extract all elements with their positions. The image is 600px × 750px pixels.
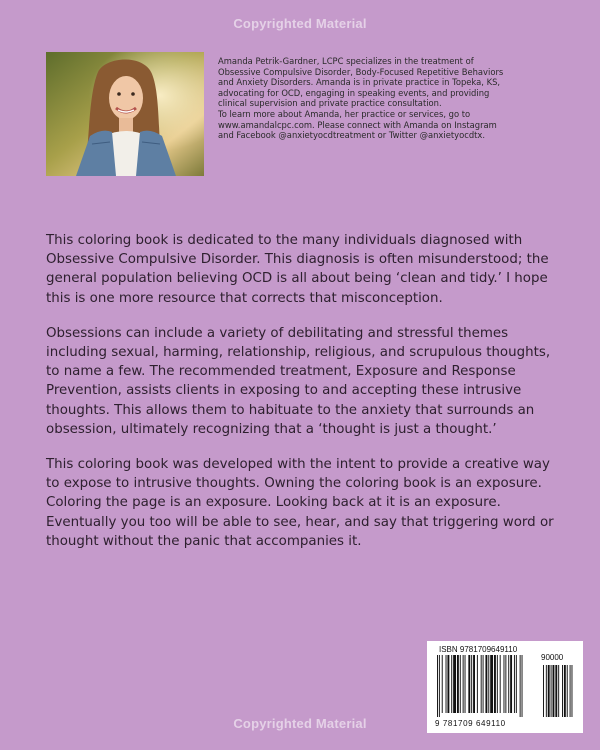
bio-line: and Facebook @anxietyocdtreatment or Twitter @anxietyocdtx. <box>218 130 486 141</box>
bio-line: Amanda Petrik-Gardner, LCPC specializes in the treatment of <box>218 56 474 66</box>
description-paragraph: Obsessions can include a variety of debilitating and stressful themes including sexual, harming, relationship, religious, and scrupulous thoughts, to name a few. The recommended treatment, Exposure and Response Prevention, assists clients in exposing to and accepting these intrusive thoughts. This allows them to habituate to the anxiety that surrounds an obsession, ultimately recognizing that a ‘thought is just a thought.’ <box>46 325 551 437</box>
barcode-icon <box>433 655 577 719</box>
bio-line: To learn more about Amanda, her practice or services, go to <box>218 108 471 119</box>
bio-line: clinical supervision and private practice consultation. <box>218 98 442 109</box>
author-portrait-image <box>46 52 204 176</box>
bio-line: advocating for OCD, engaging in speaking events, and providing <box>218 87 490 98</box>
description-paragraph: This coloring book is dedicated to the many individuals diagnosed with Obsessive Compulsive Disorder. This diagnosis is often misunderstood; the general population believing OCD is all about being ‘clean and tidy.’ I hope this is one more resource that corrects that misconception. <box>46 233 549 306</box>
author-photo <box>46 52 204 176</box>
isbn-label: ISBN 9781709649110 <box>439 645 518 654</box>
description-paragraph: This coloring book was developed with the intent to provide a creative way to expose to intrusive thoughts. Owning the coloring book is an exposure. Coloring the page is an exposure. Looking back at it is an exposure. Eventually you too will be able to see, hear, and say that triggering word or thought without the panic that accompanies it. <box>46 457 554 549</box>
barcode-digits: 9 781709 649110 <box>435 719 506 728</box>
book-description <box>46 231 566 567</box>
price-code: 90000 <box>541 653 564 662</box>
watermark-top: Copyrighted Material <box>233 16 367 31</box>
watermark-bottom: Copyrighted Material <box>233 716 367 731</box>
author-bio <box>218 56 568 141</box>
bio-line: Obsessive Compulsive Disorder, Body-Focused Repetitive Behaviors <box>218 66 504 77</box>
bio-line: and Anxiety Disorders. Amanda is in private practice in Topeka, KS, <box>218 77 501 88</box>
bio-line: www.amandalcpc.com. Please connect with Amanda on Instagram <box>218 119 497 130</box>
